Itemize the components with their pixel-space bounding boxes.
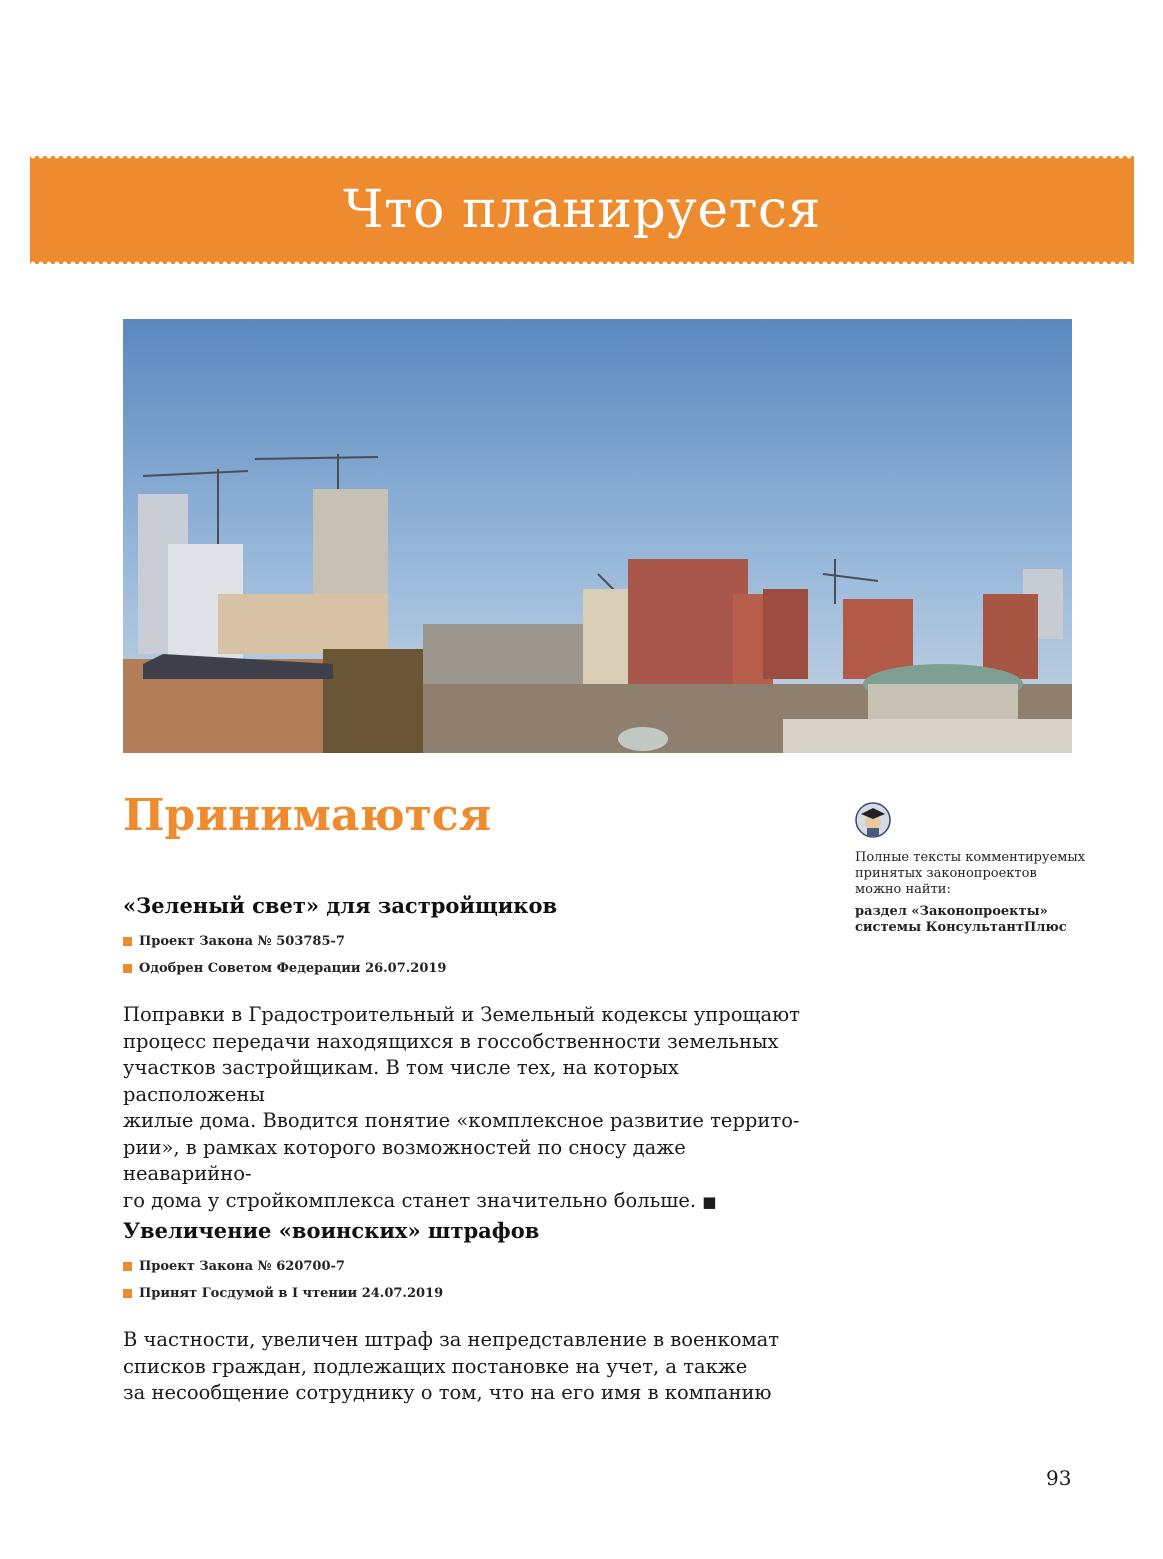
note-line: Полные тексты комментируемых bbox=[855, 850, 1086, 865]
professor-avatar-icon bbox=[855, 802, 891, 838]
article-title: Увеличение «воинских» штрафов bbox=[123, 1218, 540, 1243]
note-line: можно найти: bbox=[855, 882, 951, 897]
body-line: жилые дома. Вводится понятие «комплексное развитие террито- bbox=[123, 1109, 800, 1132]
article-meta-item bbox=[123, 961, 446, 976]
body-line: за несообщение сотруднику о том, что на его имя в компанию bbox=[123, 1381, 772, 1404]
note-source-line: системы КонсультантПлюс bbox=[855, 920, 1067, 935]
bullet-square-icon bbox=[123, 1289, 132, 1298]
note-source bbox=[855, 904, 1095, 936]
body-line: списков граждан, подлежащих постановке на учет, а также bbox=[123, 1354, 748, 1378]
body-line: рии», в рамках которого возможностей по сносу даже неаварийно- bbox=[123, 1135, 686, 1185]
body-line: процесс передачи находящихся в госсобственности земельных bbox=[123, 1029, 779, 1053]
note-text bbox=[855, 850, 1095, 898]
bullet-square-icon bbox=[123, 937, 132, 946]
body-line: В частности, увеличен штраф за непредставление в военкомат bbox=[123, 1328, 780, 1351]
page-number: 93 bbox=[1046, 1466, 1072, 1490]
page-title: Что планируется bbox=[343, 180, 821, 240]
article-meta-item bbox=[123, 1286, 443, 1301]
article-meta-text: Проект Закона № 503785-7 bbox=[139, 934, 345, 949]
article-meta-text: Проект Закона № 620700-7 bbox=[139, 1259, 345, 1274]
body-line: участков застройщикам. В том числе тех, на которых расположены bbox=[123, 1056, 679, 1106]
article-meta-text: Принят Госдумой в I чтении 24.07.2019 bbox=[139, 1286, 444, 1301]
article-meta-text: Одобрен Советом Федерации 26.07.2019 bbox=[139, 961, 447, 976]
article-body bbox=[123, 1327, 813, 1407]
article-title: «Зеленый свет» для застройщиков bbox=[123, 893, 558, 918]
end-mark: ■ bbox=[702, 1192, 717, 1211]
bullet-square-icon bbox=[123, 964, 132, 973]
header-banner bbox=[30, 156, 1134, 264]
section-title: Принимаются bbox=[123, 790, 492, 841]
bullet-square-icon bbox=[123, 1262, 132, 1271]
article-meta-item bbox=[123, 1259, 345, 1274]
body-line: Поправки в Градостроительный и Земельный кодексы упрощают bbox=[123, 1003, 800, 1026]
note-source-line: раздел «Законопроекты» bbox=[855, 904, 1048, 919]
article-body bbox=[123, 1002, 813, 1215]
article-meta-item bbox=[123, 934, 345, 949]
sidebar-note bbox=[855, 802, 1095, 936]
city-skyline-photo bbox=[123, 319, 1072, 753]
body-line: го дома у стройкомплекса станет значительно больше. bbox=[123, 1188, 697, 1212]
note-line: принятых законопроектов bbox=[855, 866, 1037, 881]
